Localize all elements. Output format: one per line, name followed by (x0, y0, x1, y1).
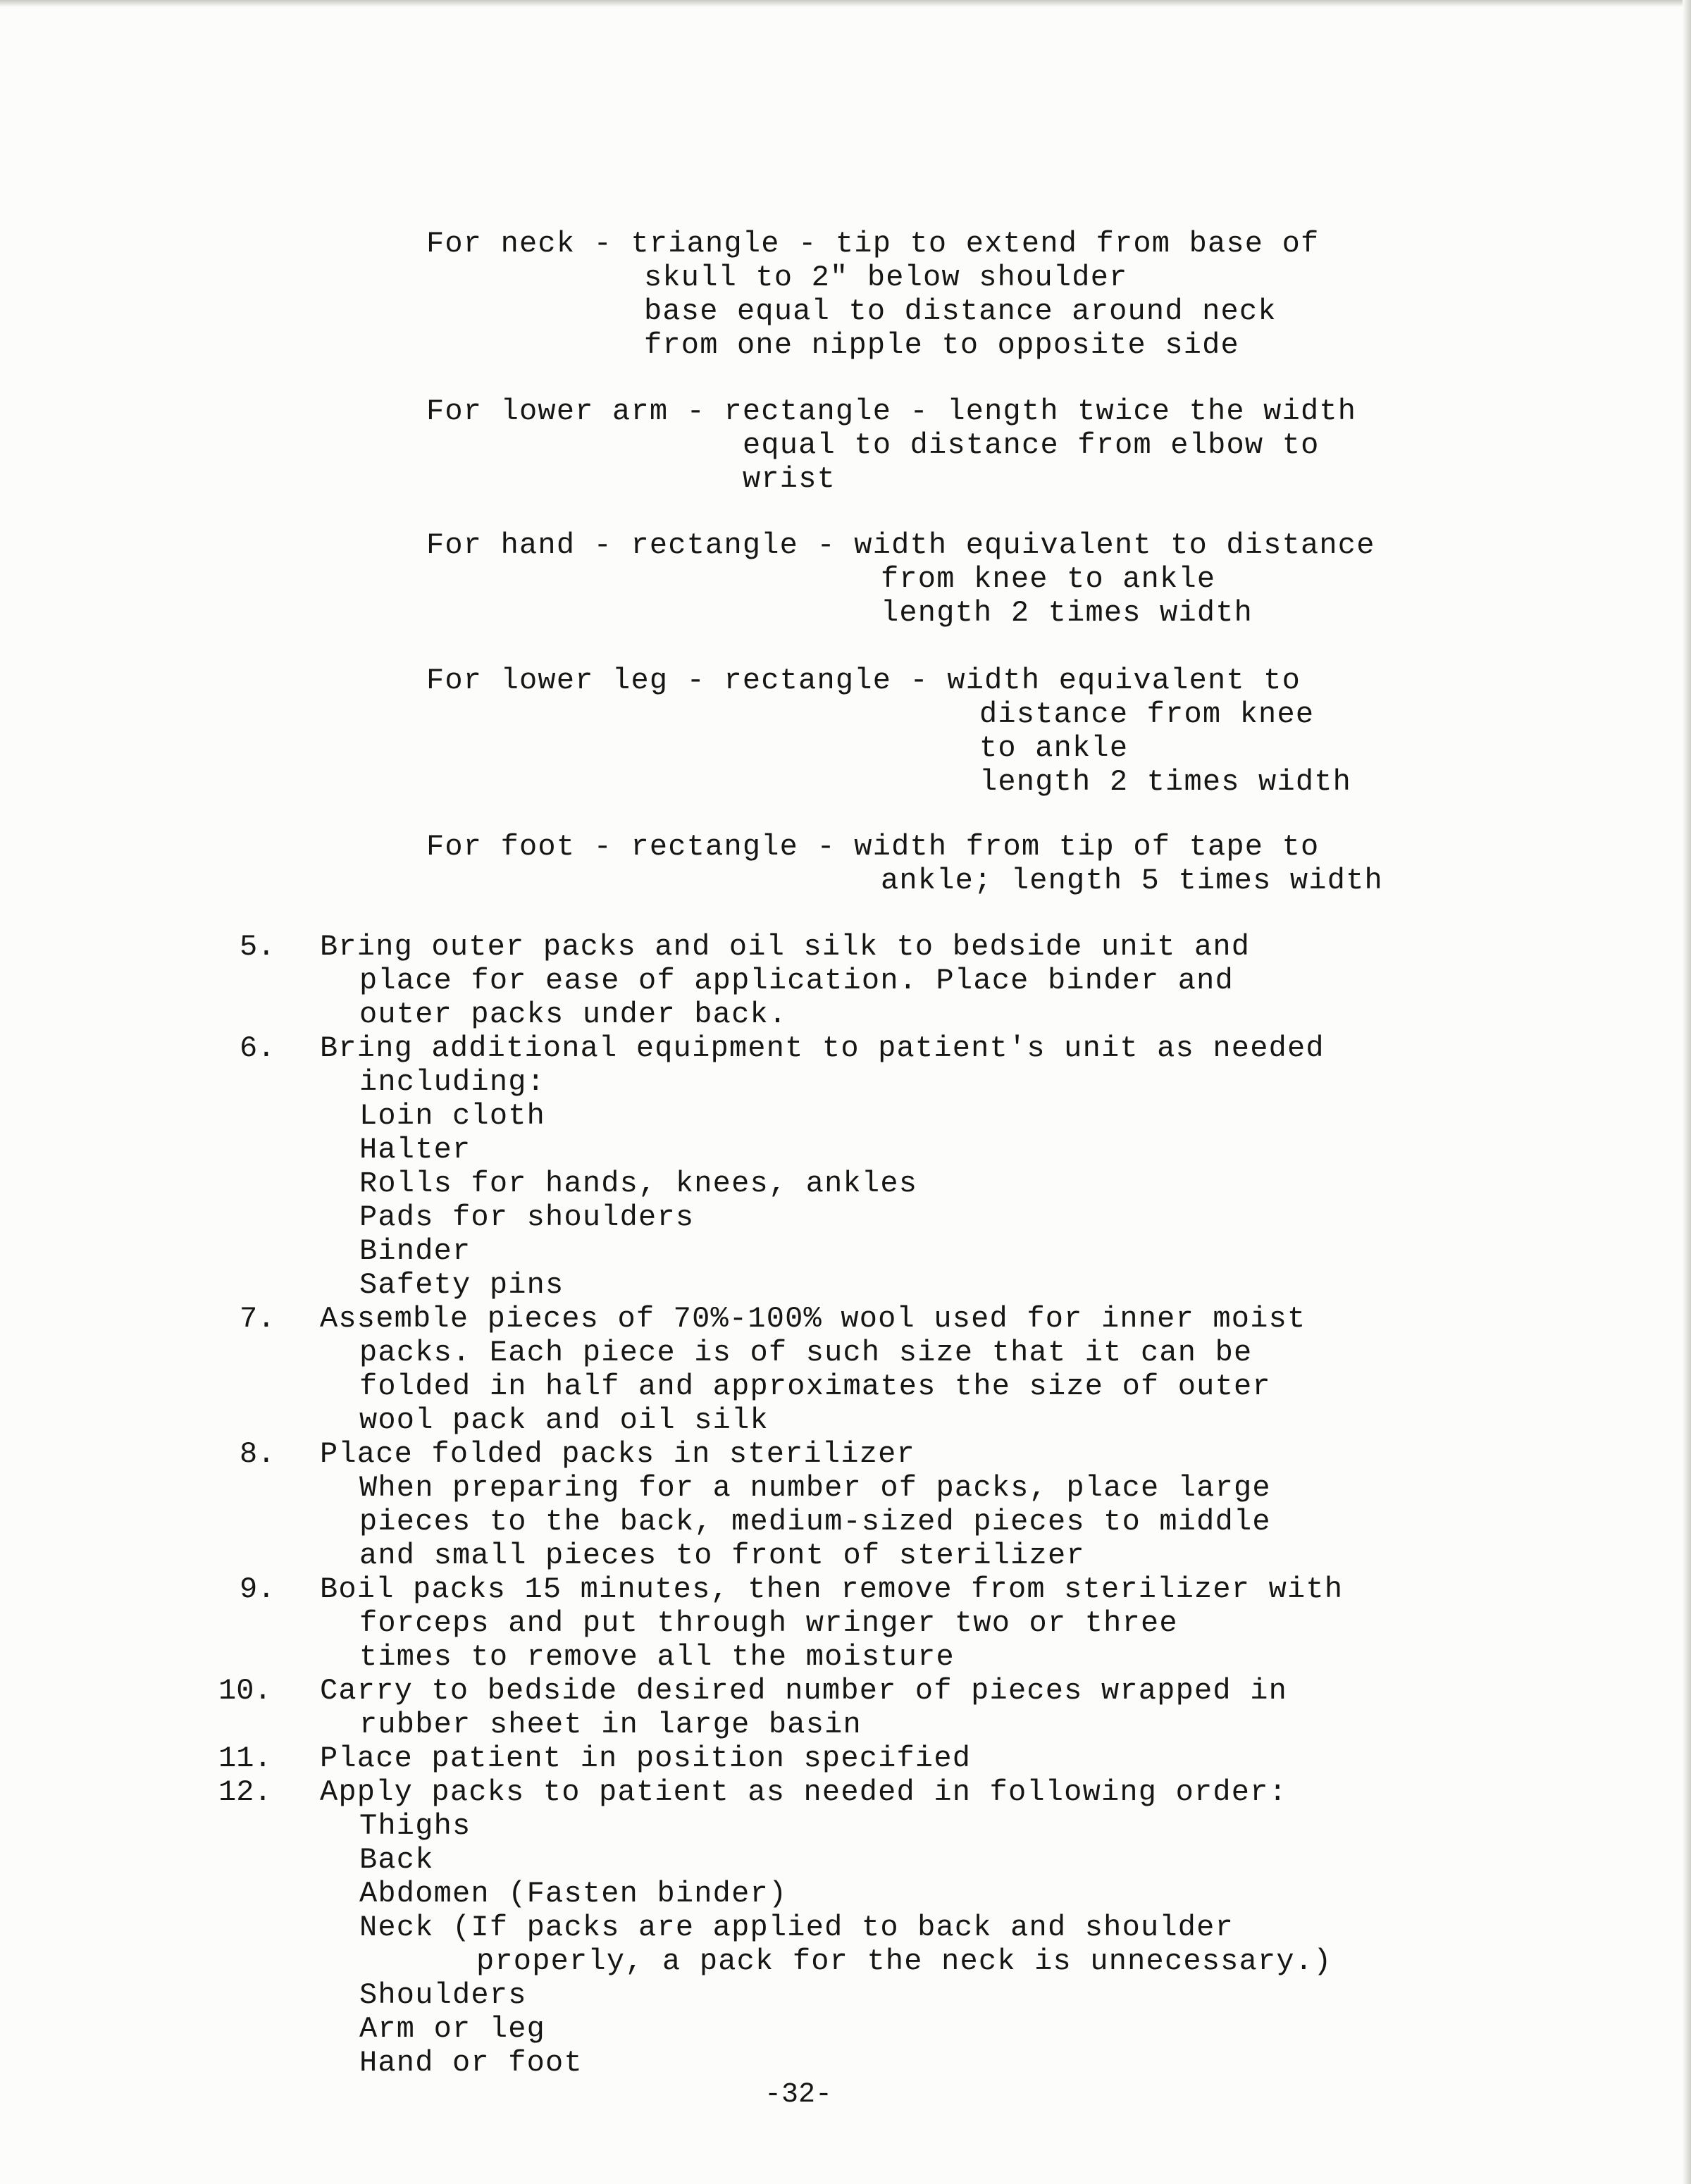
application-order-item: Neck (If packs are applied to back and shoulder (359, 1911, 1234, 1944)
step-number: 12. (218, 1775, 272, 1809)
equipment-item: Safety pins (359, 1268, 564, 1302)
application-order-item: Hand or foot (359, 2046, 583, 2080)
equipment-item: Pads for shoulders (359, 1200, 695, 1234)
step-9-line-2: forceps and put through wringer two or three (359, 1606, 1178, 1640)
pattern-lower-arm-line-3: wrist (743, 462, 836, 496)
step-5-line-1: Bring outer packs and oil silk to bedside unit and (320, 930, 1251, 964)
step-10-line-1: Carry to bedside desired number of pieces wrapped in (320, 1674, 1288, 1708)
pattern-lower-leg-line-4: length 2 times width (979, 765, 1352, 799)
pattern-hand-line-1: For hand - rectangle - width equivalent to distance (426, 528, 1375, 562)
equipment-item: Loin cloth (359, 1099, 546, 1133)
step-number: 5. (240, 930, 275, 964)
equipment-item: Binder (359, 1234, 471, 1268)
pattern-lower-arm-line-1: For lower arm - rectangle - length twice the width (426, 395, 1357, 428)
step-6-line-1: Bring additional equipment to patient's unit as needed (320, 1031, 1325, 1065)
application-order-item: Arm or leg (359, 2012, 546, 2046)
pattern-lower-leg-line-2: distance from knee (979, 697, 1315, 731)
step-8-line-2: When preparing for a number of packs, place large (359, 1471, 1271, 1505)
step-8-line-4: and small pieces to front of sterilizer (359, 1539, 1085, 1572)
step-8-line-3: pieces to the back, medium-sized pieces to middle (359, 1505, 1271, 1539)
step-number: 8. (240, 1437, 275, 1471)
application-order-item: Thighs (359, 1809, 471, 1843)
application-order-note: properly, a pack for the neck is unnecessary.) (476, 1944, 1332, 1978)
pattern-lower-leg-line-1: For lower leg - rectangle - width equivalent to (426, 664, 1301, 697)
pattern-foot-line-2: ankle; length 5 times width (881, 864, 1383, 898)
pattern-foot-line-1: For foot - rectangle - width from tip of tape to (426, 830, 1320, 864)
page-number: -32- (764, 2079, 833, 2111)
page-right-edge-shadow (1683, 0, 1691, 2184)
pattern-lower-arm-line-2: equal to distance from elbow to (743, 428, 1320, 462)
pattern-neck-line-1: For neck - triangle - tip to extend from base of (426, 227, 1320, 261)
equipment-item: Halter (359, 1133, 471, 1167)
step-number: 10. (218, 1674, 272, 1708)
pattern-neck-line-2: skull to 2" below shoulder (644, 261, 1128, 294)
step-12-line-1: Apply packs to patient as needed in following order: (320, 1775, 1288, 1809)
step-7-line-2: packs. Each piece is of such size that it can be (359, 1336, 1253, 1370)
pattern-neck-line-4: from one nipple to opposite side (644, 328, 1239, 362)
step-11-line-1: Place patient in position specified (320, 1742, 972, 1775)
step-9-line-3: times to remove all the moisture (359, 1640, 955, 1674)
pattern-neck-line-3: base equal to distance around neck (644, 294, 1277, 328)
step-7-line-4: wool pack and oil silk (359, 1403, 769, 1437)
step-8-line-1: Place folded packs in sterilizer (320, 1437, 915, 1471)
step-5-line-2: place for ease of application. Place binder and (359, 964, 1234, 998)
application-order-item: Abdomen (Fasten binder) (359, 1877, 788, 1911)
pattern-hand-line-2: from knee to ankle (881, 562, 1216, 596)
step-number: 7. (240, 1302, 275, 1336)
step-number: 9. (240, 1572, 275, 1606)
application-order-item: Back (359, 1843, 434, 1877)
application-order-item: Shoulders (359, 1978, 527, 2012)
equipment-item: Rolls for hands, knees, ankles (359, 1167, 918, 1200)
step-7-line-3: folded in half and approximates the size of outer (359, 1370, 1271, 1403)
step-9-line-1: Boil packs 15 minutes, then remove from sterilizer with (320, 1572, 1344, 1606)
pattern-hand-line-3: length 2 times width (881, 596, 1253, 630)
step-number: 11. (218, 1742, 272, 1775)
step-7-line-1: Assemble pieces of 70%-100% wool used for inner moist (320, 1302, 1306, 1336)
page-top-edge-shadow (0, 0, 1691, 7)
pattern-lower-leg-line-3: to ankle (979, 731, 1129, 765)
step-number: 6. (240, 1031, 275, 1065)
step-10-line-2: rubber sheet in large basin (359, 1708, 862, 1742)
step-6-line-2: including: (359, 1065, 546, 1099)
step-5-line-3: outer packs under back. (359, 998, 788, 1031)
